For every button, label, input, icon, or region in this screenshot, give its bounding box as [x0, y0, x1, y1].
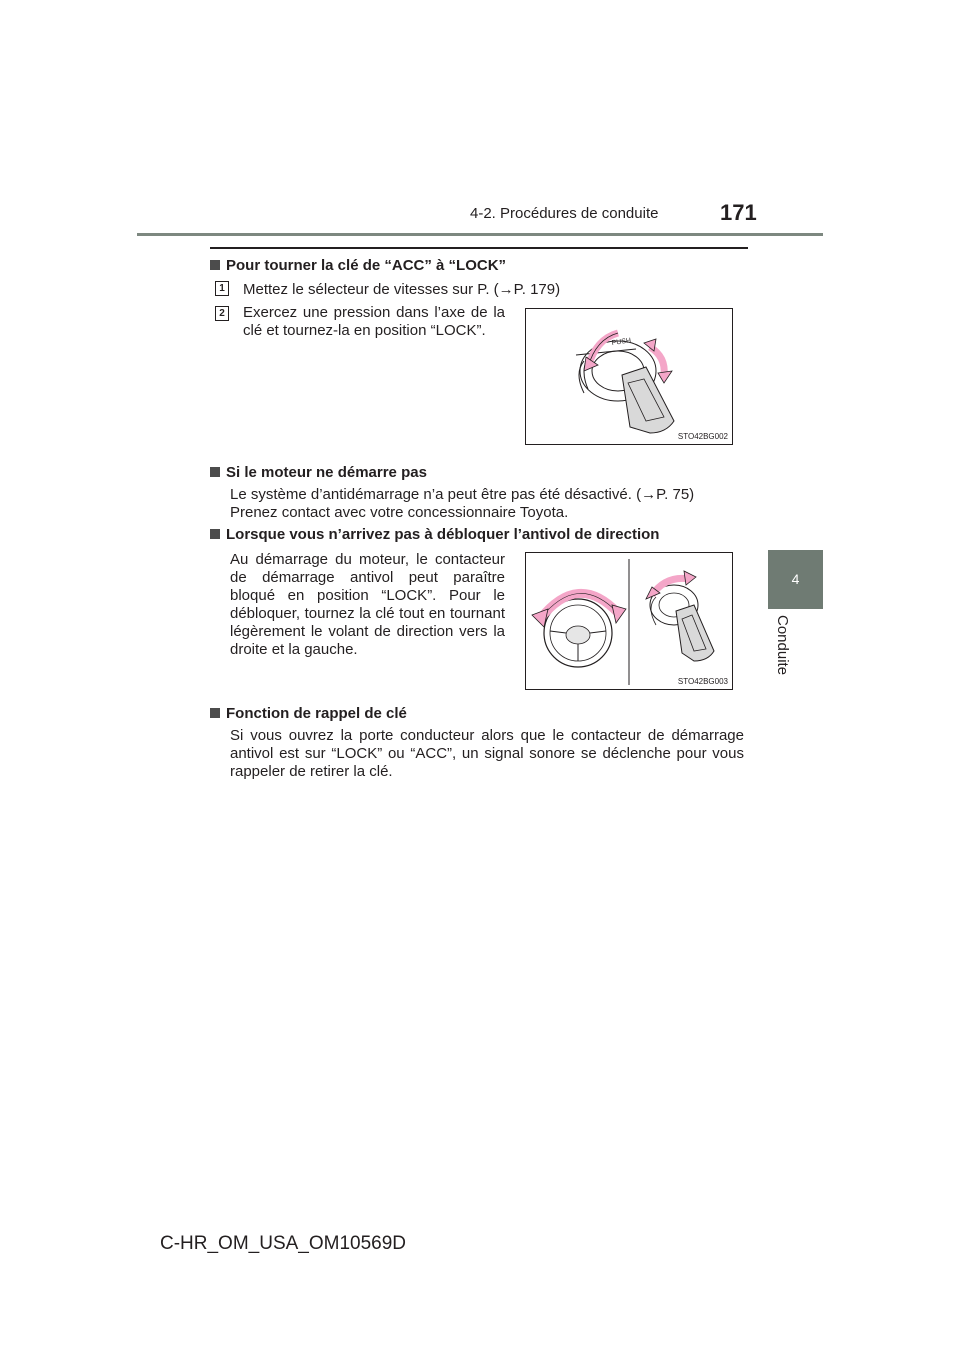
- steering-and-key-illustration: [526, 553, 732, 689]
- document-code: C-HR_OM_USA_OM10569D: [160, 1233, 407, 1254]
- section-heading-text: Pour tourner la clé de “ACC” à “LOCK”: [226, 257, 507, 274]
- bullet-square-icon: [210, 467, 220, 477]
- chapter-tab: 4: [768, 550, 823, 609]
- bullet-square-icon: [210, 260, 220, 270]
- section-heading: [210, 526, 659, 543]
- step-number-badge: 2: [215, 306, 229, 321]
- step-number-badge: 1: [215, 281, 229, 296]
- svg-text:PUSH: PUSH: [611, 337, 632, 347]
- section-heading: [210, 257, 506, 274]
- bullet-square-icon: [210, 708, 220, 718]
- section-heading-text: Lorsque vous n’arrivez pas à débloquer l’antivol de direction: [226, 526, 660, 543]
- section-heading-text: Fonction de rappel de clé: [226, 705, 407, 722]
- steering-unlock-figure: [525, 552, 733, 690]
- section-text: Si vous ouvrez la porte conducteur alors que le contacteur de démarrage antivol est sur “LOCK” ou “ACC”, un signal sonore se déclenche pour vous rappeler de retirer la clé.: [230, 727, 744, 780]
- header-divider: [137, 233, 823, 236]
- content-divider: [210, 247, 748, 249]
- section-text: Le système d’antidémarrage n’a peut être pas été désactivé. (→P. 75) Prenez contact avec votre concessionnaire Toyota.: [230, 486, 695, 521]
- page-number: 171: [720, 200, 757, 225]
- bullet-square-icon: [210, 529, 220, 539]
- key-ignition-figure: [525, 308, 733, 445]
- step-text: Exercez une pression dans l’axe de la clé et tournez-la en position “LOCK”.: [243, 304, 505, 339]
- section-text: Au démarrage du moteur, le contacteur de démarrage antivol peut paraître bloqué en position “LOCK”. Pour le débloquer, tournez la clé tout en tournant légèrement le volant de direction vers la droite et la gauche.: [230, 551, 505, 658]
- figure-code: STO42BG002: [677, 432, 728, 441]
- step-text: Mettez le sélecteur de vitesses sur P. (→P. 179): [243, 281, 561, 298]
- section-heading: [210, 464, 427, 481]
- chapter-label: Conduite: [774, 615, 791, 676]
- section-heading-text: Si le moteur ne démarre pas: [226, 464, 427, 481]
- figure-code: STO42BG003: [677, 677, 728, 686]
- key-push-turn-illustration: [526, 309, 732, 444]
- section-heading: [210, 705, 407, 722]
- section-title: 4-2. Procédures de conduite: [470, 205, 659, 222]
